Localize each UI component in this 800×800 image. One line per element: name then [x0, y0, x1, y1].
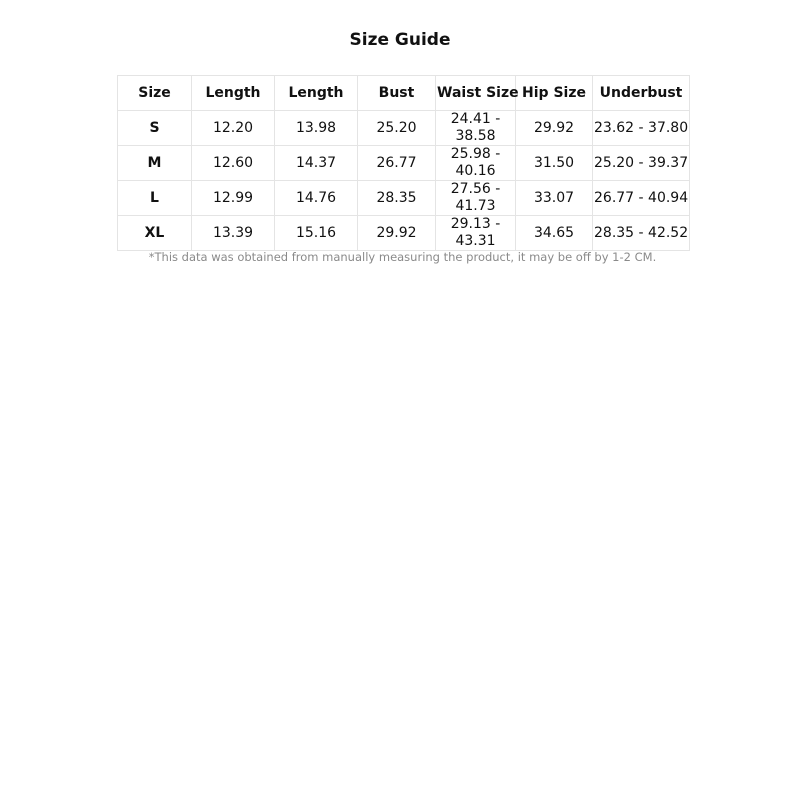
size-cell: XL [118, 216, 192, 251]
header-length: Length [192, 76, 275, 111]
hip-size-cell: 34.65 [516, 216, 593, 251]
table-header-row [118, 76, 690, 111]
bust-cell: 28.35 [358, 181, 436, 216]
length-cell: 12.99 [192, 181, 275, 216]
table-row [118, 146, 690, 181]
length-cell: 12.60 [192, 146, 275, 181]
length-cell-2: 13.98 [275, 111, 358, 146]
size-guide-table [117, 75, 690, 251]
table-row [118, 111, 690, 146]
bust-cell: 29.92 [358, 216, 436, 251]
hip-size-cell: 33.07 [516, 181, 593, 216]
table-row [118, 216, 690, 251]
length-cell: 12.20 [192, 111, 275, 146]
bust-cell: 25.20 [358, 111, 436, 146]
hip-size-cell: 29.92 [516, 111, 593, 146]
length-cell-2: 14.37 [275, 146, 358, 181]
waist-size-cell: 25.98 - 40.16 [436, 146, 516, 181]
header-length-2: Length [275, 76, 358, 111]
header-waist-size: Waist Size [436, 76, 516, 111]
underbust-cell: 28.35 - 42.52 [593, 216, 690, 251]
waist-size-cell: 27.56 - 41.73 [436, 181, 516, 216]
underbust-cell: 23.62 - 37.80 [593, 111, 690, 146]
table-row [118, 181, 690, 216]
length-cell-2: 15.16 [275, 216, 358, 251]
measurement-disclaimer: *This data was obtained from manually measuring the product, it may be off by 1-2 CM. [148, 250, 657, 264]
underbust-cell: 26.77 - 40.94 [593, 181, 690, 216]
bust-cell: 26.77 [358, 146, 436, 181]
size-cell: S [118, 111, 192, 146]
header-size: Size [118, 76, 192, 111]
waist-size-cell: 29.13 - 43.31 [436, 216, 516, 251]
hip-size-cell: 31.50 [516, 146, 593, 181]
length-cell-2: 14.76 [275, 181, 358, 216]
header-underbust: Underbust [593, 76, 690, 111]
waist-size-cell: 24.41 - 38.58 [436, 111, 516, 146]
page-title: Size Guide [349, 30, 451, 50]
underbust-cell: 25.20 - 39.37 [593, 146, 690, 181]
size-cell: L [118, 181, 192, 216]
length-cell: 13.39 [192, 216, 275, 251]
header-hip-size: Hip Size [516, 76, 593, 111]
header-bust: Bust [358, 76, 436, 111]
size-cell: M [118, 146, 192, 181]
